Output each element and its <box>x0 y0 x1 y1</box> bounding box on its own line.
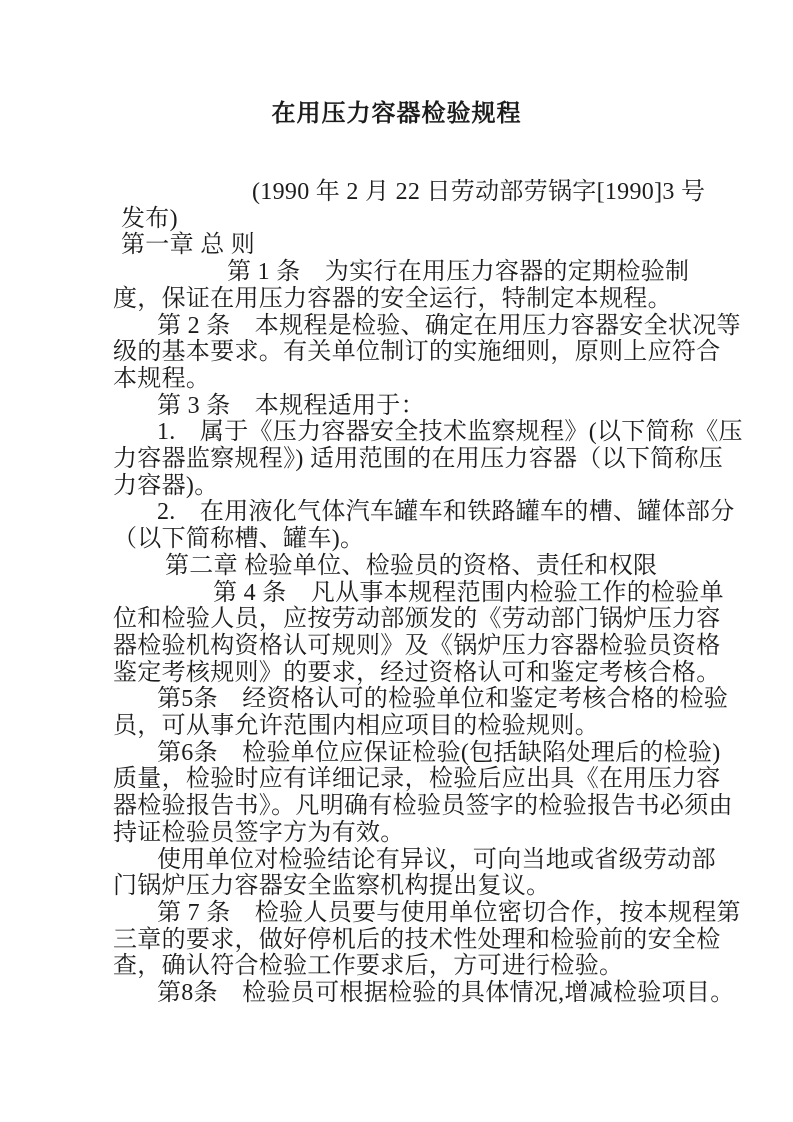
text-line: 第 2 条 本规程是检验、确定在用压力容器安全状况等 <box>157 312 741 339</box>
text-line: 第 3 条 本规程适用于： <box>157 392 425 419</box>
text-line: 1. 属于《压力容器安全技术监察规程》(以下简称《压 <box>157 419 743 446</box>
text-line: 持证检验员签字方为有效。 <box>113 819 405 846</box>
text-line: (1990 年 2 月 22 日劳动部劳锅字[1990]3 号 <box>252 179 706 205</box>
text-line: 质量，检验时应有详细记录，检验后应出具《在用压力容 <box>113 766 721 793</box>
text-line: 鉴定考核规则》的要求，经过资格认可和鉴定考核合格。 <box>113 659 721 686</box>
text-line: 位和检验人员，应按劳动部颁发的《劳动部门锅炉压力容 <box>113 606 721 633</box>
text-line: 门锅炉压力容器安全监察机构提出复议。 <box>113 873 551 900</box>
text-line: 员，可从事允许范围内相应项目的检验规则。 <box>113 713 599 740</box>
text-line: 第 1 条 为实行在用压力容器的定期检验制 <box>227 259 690 286</box>
document-title: 在用压力容器检验规程 <box>271 101 522 127</box>
chapter-heading: 第二章 检验单位、检验员的资格、责任和权限 <box>165 552 658 579</box>
text-line: 力容器)。 <box>113 472 219 499</box>
text-line: 第5条 经资格认可的检验单位和鉴定考核合格的检验 <box>157 686 729 713</box>
text-line: 力容器监察规程》) 适用范围的在用压力容器（以下简称压 <box>113 446 724 473</box>
text-line: 第8条 检验员可根据检验的具体情况,增减检验项目。 <box>157 980 735 1007</box>
text-line: 第 7 条 检验人员要与使用单位密切合作，按本规程第 <box>157 899 741 926</box>
text-line: 发布) <box>121 205 178 232</box>
text-line: 2. 在用液化气体汽车罐车和铁路罐车的槽、罐体部分 <box>157 499 735 526</box>
text-line: 器检验报告书》。凡明确有检验员签字的检验报告书必须由 <box>113 793 733 820</box>
text-line: 度，保证在用压力容器的安全运行，特制定本规程。 <box>113 285 672 312</box>
text-line: 级的基本要求。有关单位制订的实施细则，原则上应符合 <box>113 339 721 366</box>
text-line: 第 4 条 凡从事本规程范围内检验工作的检验单 <box>213 579 724 606</box>
text-line: 三章的要求，做好停机后的技术性处理和检验前的安全检 <box>113 926 721 953</box>
document-body <box>113 179 743 1007</box>
text-line: （以下简称槽、罐车)。 <box>113 526 365 553</box>
text-line: 本规程。 <box>113 365 211 392</box>
text-line: 第6条 检验单位应保证检验(包括缺陷处理后的检验) <box>157 739 721 766</box>
chapter-heading: 第一章 总 则 <box>121 232 256 259</box>
text-line: 使用单位对检验结论有异议，可向当地或省级劳动部 <box>157 846 716 873</box>
text-line: 查，确认符合检验工作要求后，方可进行检验。 <box>113 953 624 980</box>
text-line: 器检验机构资格认可规则》及《锅炉压力容器检验员资格 <box>113 632 721 659</box>
